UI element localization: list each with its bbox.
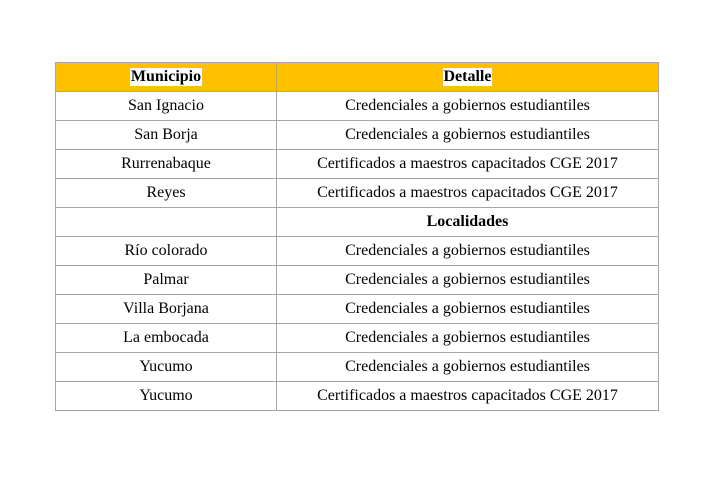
header-municipio: Municipio [130, 68, 202, 85]
section-label-localidades: Localidades [277, 208, 659, 237]
table-row [56, 150, 659, 179]
cell-municipio: Rurrenabaque [56, 150, 277, 179]
deliveries-table [55, 62, 659, 411]
cell-detalle: Credenciales a gobiernos estudiantiles [277, 237, 659, 266]
cell-municipio: Río colorado [56, 237, 277, 266]
header-cell-detalle [277, 63, 659, 92]
cell-municipio: Reyes [56, 179, 277, 208]
cell-municipio: Yucumo [56, 382, 277, 411]
table-row [56, 324, 659, 353]
table-row [56, 237, 659, 266]
cell-municipio: Yucumo [56, 353, 277, 382]
table-header-row [56, 63, 659, 92]
cell-municipio: Palmar [56, 266, 277, 295]
cell-municipio: La embocada [56, 324, 277, 353]
table-row [56, 92, 659, 121]
table-row [56, 353, 659, 382]
cell-detalle: Credenciales a gobiernos estudiantiles [277, 295, 659, 324]
cell-detalle: Credenciales a gobiernos estudiantiles [277, 121, 659, 150]
cell-empty [56, 208, 277, 237]
table-row [56, 295, 659, 324]
header-cell-municipio [56, 63, 277, 92]
cell-municipio: Villa Borjana [56, 295, 277, 324]
cell-municipio: San Ignacio [56, 92, 277, 121]
table-row [56, 179, 659, 208]
cell-municipio: San Borja [56, 121, 277, 150]
cell-detalle: Certificados a maestros capacitados CGE 2017 [277, 179, 659, 208]
cell-detalle: Credenciales a gobiernos estudiantiles [277, 353, 659, 382]
section-row-localidades [56, 208, 659, 237]
cell-detalle: Certificados a maestros capacitados CGE 2017 [277, 382, 659, 411]
cell-detalle: Credenciales a gobiernos estudiantiles [277, 92, 659, 121]
cell-detalle: Credenciales a gobiernos estudiantiles [277, 324, 659, 353]
header-detalle: Detalle [443, 68, 492, 85]
table-row [56, 266, 659, 295]
cell-detalle: Credenciales a gobiernos estudiantiles [277, 266, 659, 295]
table-row [56, 121, 659, 150]
cell-detalle: Certificados a maestros capacitados CGE 2017 [277, 150, 659, 179]
table-row [56, 382, 659, 411]
